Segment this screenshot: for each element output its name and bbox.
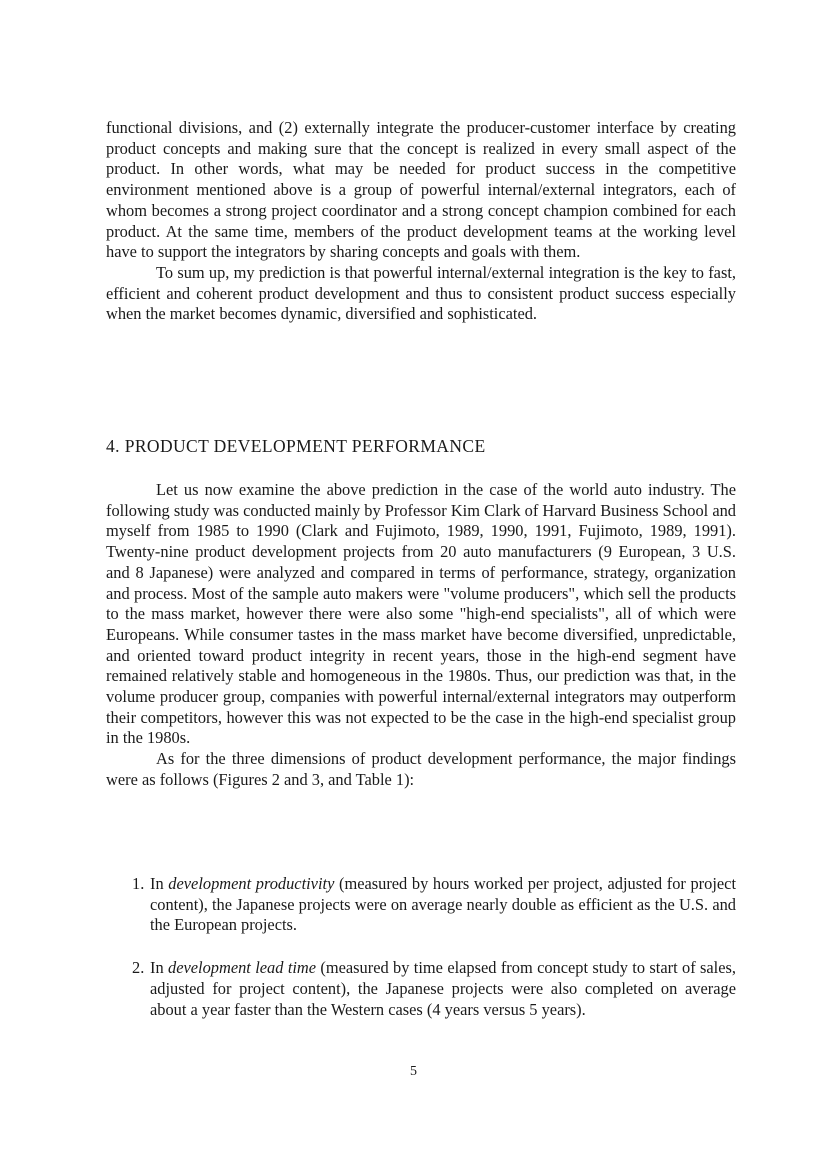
section-body (106, 480, 736, 791)
section-paragraph-1: Let us now examine the above prediction in the case of the world auto industry. The following study was conducted mainly by Professor Kim Clark of Harvard Business School and myself from 1985 to 1990 (Clark and Fujimoto, 1989, 1990, 1991, Fujimoto, 1989, 1991). Twenty-nine product development projects from 20 auto manufacturers (9 European, 3 U.S. and 8 Japanese) were analyzed and compared in terms of performance, strategy, organization and process. Most of the sample auto makers were "volume producers", which sell the products to the mass market, however there were also some "high-end specialists", all of which were Europeans. While consumer tastes in the mass market have become diversified, unpredictable, and oriented toward product integrity in recent years, those in the high-end segment have remained relatively stable and homogeneous in the 1980s. Thus, our prediction was that, in the volume producer group, companies with powerful internal/external integrators may outperform their competitors, however this was not expected to be the case in the high-end specialist group in the 1980s. (106, 480, 736, 748)
finding-lead: In (150, 874, 164, 893)
finding-lead: In (150, 958, 164, 978)
intro-paragraph-2: To sum up, my prediction is that powerful internal/external integration is the key to fast, efficient and coherent product development and thus to consistent product success especially when the market becomes dynamic, diversified and sophisticated. (106, 262, 736, 324)
section-heading: 4. PRODUCT DEVELOPMENT PERFORMANCE (106, 436, 486, 456)
finding-item (106, 874, 736, 936)
findings-list (106, 874, 736, 1042)
finding-number: 2. (132, 958, 145, 978)
finding-term: development productivity (168, 874, 335, 893)
finding-text: (measured by time elapsed from concept study to start of sales, adjusted for project content), the Japanese projects were also completed on average about a year faster than the Western cases (4 years versus 5 years). (150, 958, 736, 1019)
finding-text: (measured by hours worked per project, adjusted for project content), the Japanese projects were on average nearly double as efficient as the U.S. and the European projects. (150, 874, 736, 935)
finding-item (106, 958, 736, 1020)
finding-number: 1. (132, 874, 145, 893)
intro-paragraph-1: functional divisions, and (2) externally integrate the producer-customer interface by creating product concepts and making sure that the concept is realized in every small aspect of the product. In other words, what may be needed for product success in the competitive environment mentioned above is a group of powerful internal/external integrators, each of whom becomes a strong project coordinator and a strong concept champion combined for each product. At the same time, members of the product development teams at the working level have to support the integrators by sharing concepts and goals with them. (106, 118, 736, 262)
section-paragraph-2: As for the three dimensions of product development performance, the major findings were as follows (Figures 2 and 3, and Table 1): (106, 749, 736, 789)
document-page (106, 118, 736, 1019)
finding-term: development lead time (168, 958, 317, 978)
page-number: 5 (410, 1064, 417, 1079)
